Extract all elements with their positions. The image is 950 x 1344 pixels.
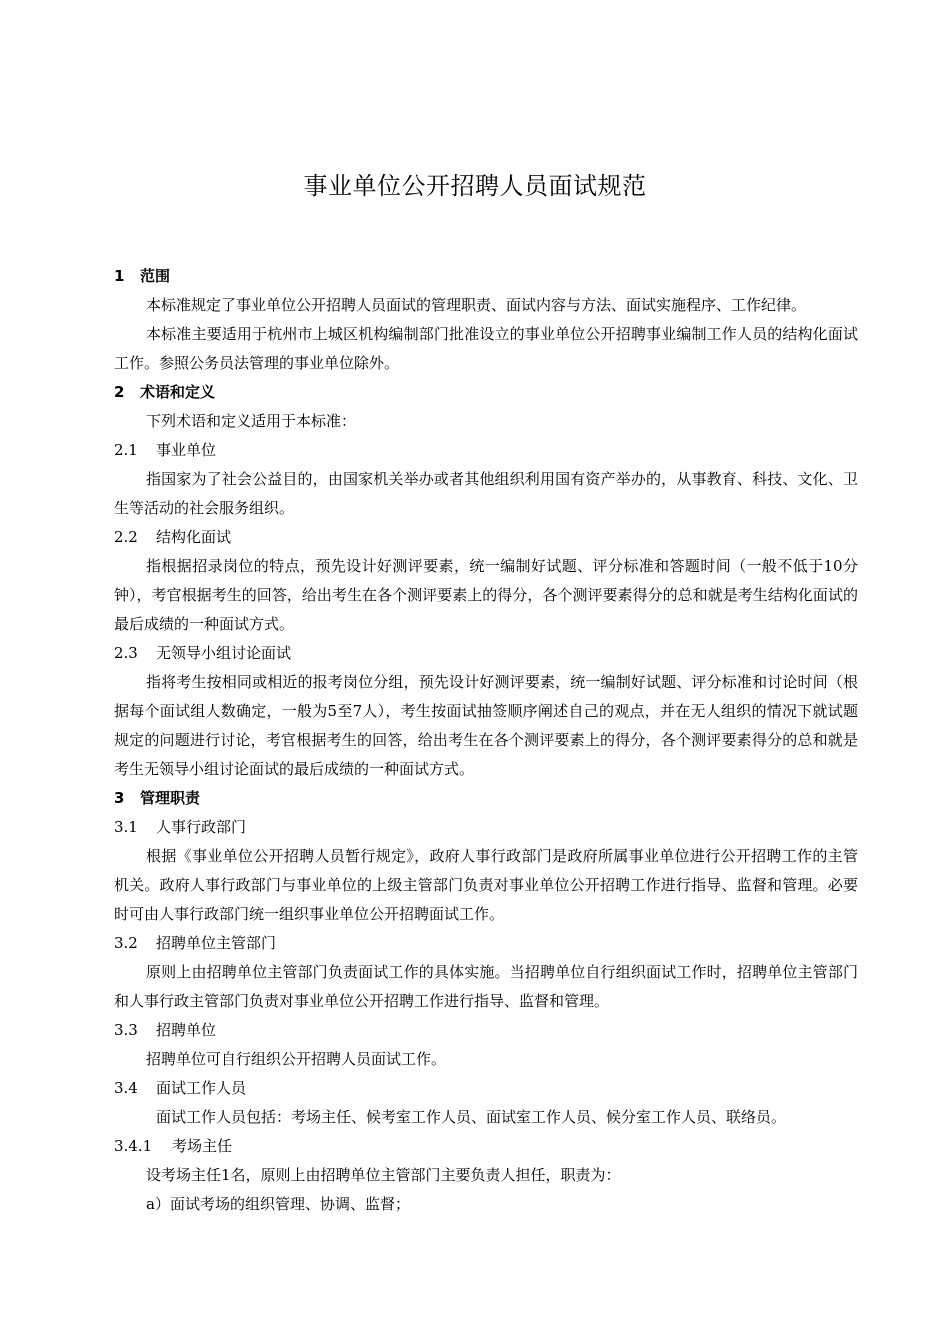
subsection-number: 2.2 <box>114 528 138 546</box>
paragraph: 指将考生按相同或相近的报考岗位分组，预先设计好测评要素，统一编制好试题、评分标准和讨论时间（根据每个面试组人数确定，一般为5至7人），考生按面试抽签顺序阐述自己的观点，并在无人组织的情况下就试题规定的问题进行讨论，考官根据考生的回答，给出考生在各个测评要素上的得分，各个测评要素得分的总和就是考生无领导小组讨论面试的最后成绩的一种面试方式。 <box>114 673 858 778</box>
subsection-title: 人事行政部门 <box>156 818 247 836</box>
subsection-title: 考场主任 <box>172 1137 233 1155</box>
document-title: 事业单位公开招聘人员面试规范 <box>303 172 647 200</box>
subsection-heading <box>114 1074 858 1103</box>
section-title: 范围 <box>140 267 171 285</box>
subsection-title: 事业单位 <box>156 441 217 459</box>
subsection-heading <box>114 1016 858 1045</box>
subsection-title: 面试工作人员 <box>156 1079 247 1097</box>
section-title: 术语和定义 <box>140 383 216 401</box>
section-number: 3 <box>114 789 125 807</box>
paragraph: 设考场主任1名，原则上由招聘单位主管部门主要负责人担任，职责为： <box>146 1166 621 1184</box>
paragraph: 面试工作人员包括：考场主任、候考室工作人员、面试室工作人员、候分室工作人员、联络员。 <box>156 1108 787 1126</box>
section-number: 1 <box>114 267 125 285</box>
subsection-title: 招聘单位 <box>156 1021 217 1039</box>
subsection-number: 3.1 <box>114 818 138 836</box>
subsection-heading <box>114 1132 858 1161</box>
subsection-heading <box>114 436 858 465</box>
section-heading-terms <box>114 378 858 407</box>
list-item: a）面试考场的组织管理、协调、监督； <box>146 1195 410 1213</box>
subsection-heading <box>114 813 858 842</box>
subsection-title: 无领导小组讨论面试 <box>156 644 292 662</box>
subsection-heading <box>114 523 858 552</box>
paragraph: 下列术语和定义适用于本标准： <box>146 412 357 430</box>
paragraph: 指国家为了社会公益目的，由国家机关举办或者其他组织利用国有资产举办的，从事教育、科技、文化、卫生等活动的社会服务组织。 <box>114 470 858 517</box>
paragraph: 本标准规定了事业单位公开招聘人员面试的管理职责、面试内容与方法、面试实施程序、工作纪律。 <box>146 296 807 314</box>
paragraph: 原则上由招聘单位主管部门负责面试工作的具体实施。当招聘单位自行组织面试工作时，招聘单位主管部门和人事行政主管部门负责对事业单位公开招聘工作进行指导、监督和管理。 <box>114 963 858 1010</box>
subsection-heading <box>114 929 858 958</box>
subsection-title: 结构化面试 <box>156 528 232 546</box>
paragraph: 招聘单位可自行组织公开招聘人员面试工作。 <box>146 1050 447 1068</box>
paragraph: 指根据招录岗位的特点，预先设计好测评要素，统一编制好试题、评分标准和答题时间（一般不低于10分钟），考官根据考生的回答，给出考生在各个测评要素上的得分，各个测评要素得分的总和就是考生结构化面试的最后成绩的一种面试方式。 <box>114 557 858 633</box>
subsection-number: 2.1 <box>114 441 138 459</box>
document-body <box>114 262 858 1219</box>
subsection-heading <box>114 639 858 668</box>
subsection-number: 3.4 <box>114 1079 138 1097</box>
section-number: 2 <box>114 383 125 401</box>
subsection-number: 3.4.1 <box>114 1137 153 1155</box>
subsection-number: 2.3 <box>114 644 138 662</box>
paragraph: 根据《事业单位公开招聘人员暂行规定》，政府人事行政部门是政府所属事业单位进行公开招聘工作的主管机关。政府人事行政部门与事业单位的上级主管部门负责对事业单位公开招聘工作进行指导、监督和管理。必要时可由人事行政部门统一组织事业单位公开招聘面试工作。 <box>114 847 858 923</box>
section-heading-duties <box>114 784 858 813</box>
section-heading-scope <box>114 262 858 291</box>
subsection-number: 3.2 <box>114 934 138 952</box>
subsection-number: 3.3 <box>114 1021 138 1039</box>
subsection-title: 招聘单位主管部门 <box>156 934 277 952</box>
paragraph: 本标准主要适用于杭州市上城区机构编制部门批准设立的事业单位公开招聘事业编制工作人员的结构化面试工作。参照公务员法管理的事业单位除外。 <box>114 325 858 372</box>
section-title: 管理职责 <box>140 789 201 807</box>
